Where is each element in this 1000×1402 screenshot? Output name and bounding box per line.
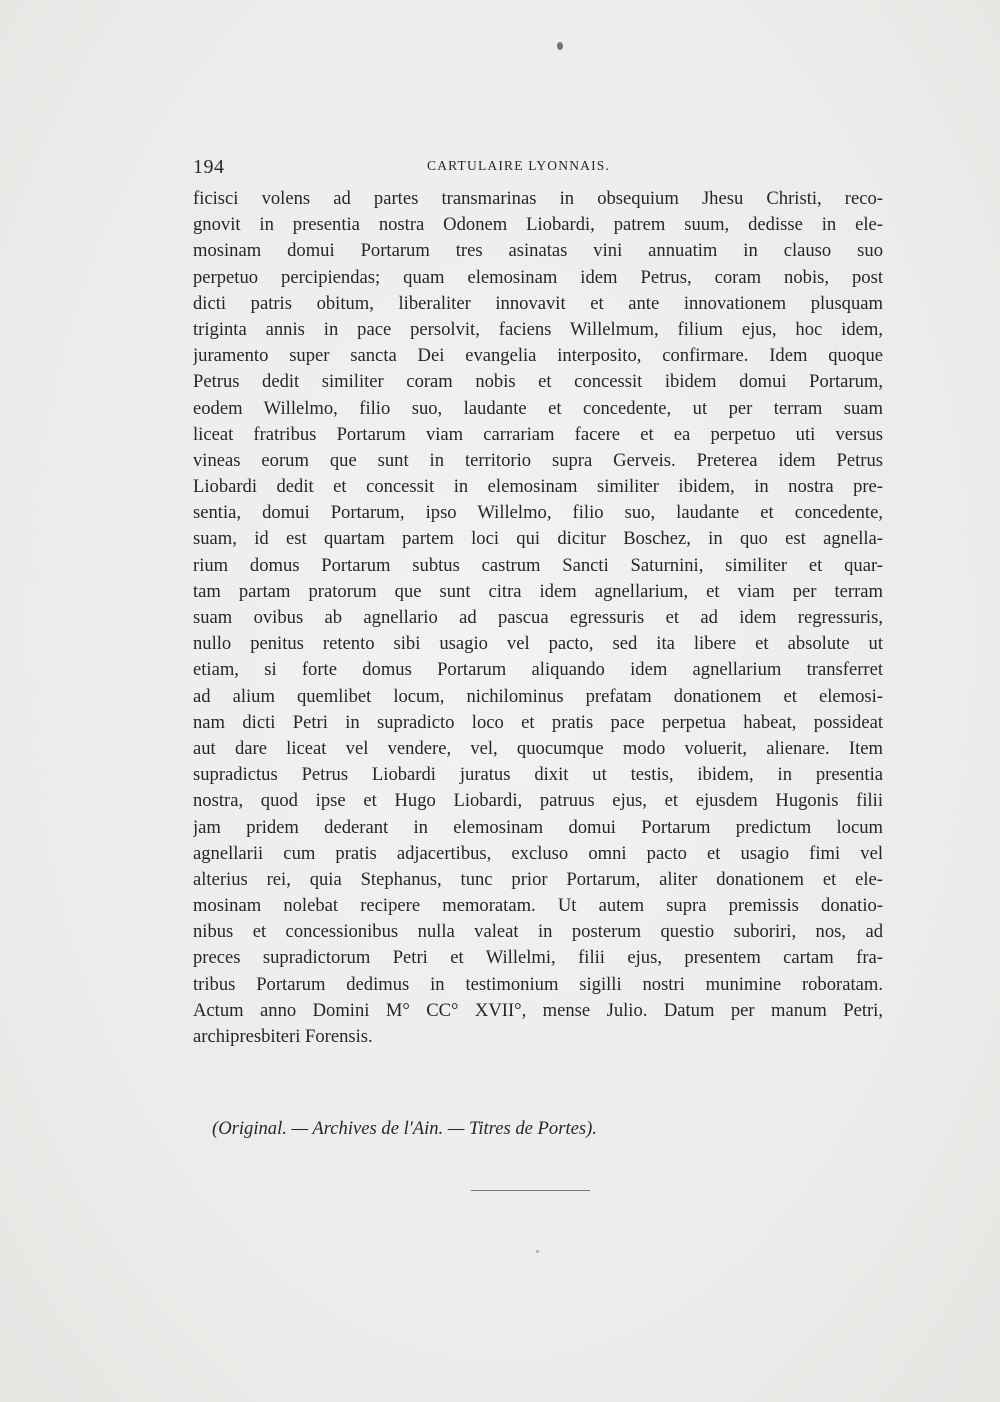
section-divider [471,1190,590,1191]
text-line: liceat fratribus Portarum viam carrariam facere et ea perpetuo uti versus [193,423,883,445]
ink-speck [557,42,563,50]
text-line: vineas eorum que sunt in territorio supra Gerveis. Preterea idem Petrus [193,449,883,471]
text-line: perpetuo percipiendas; quam elemosinam idem Petrus, coram nobis, post [193,266,883,288]
ink-speck-lower [536,1250,539,1253]
text-line: archipresbiteri Forensis. [193,1026,373,1047]
text-line: juramento super sancta Dei evangelia interposito, confirmare. Idem quoque [193,345,883,367]
text-line: tam partam pratorum que sunt citra idem agnellarium, et viam per terram [193,580,883,602]
source-citation: (Original. — Archives de l'Ain. — Titres de Portes). [212,1118,597,1139]
text-line: aut dare liceat vel vendere, vel, quocumque modo voluerit, alienare. Item [193,737,883,759]
text-line: eodem Willelmo, filio suo, laudante et concedente, ut per terram suam [193,397,883,419]
text-line: sentia, domui Portarum, ipso Willelmo, filio suo, laudante et concedente, [193,502,883,524]
text-line: triginta annis in pace persolvit, faciens Willelmum, filium ejus, hoc idem, [193,318,883,340]
text-line: ficisci volens ad partes transmarinas in obsequium Jhesu Christi, reco- [193,188,883,209]
text-line: alterius rei, quia Stephanus, tunc prior Portarum, aliter donationem et ele- [193,868,883,890]
text-line: nibus et concessionibus nulla valeat in posterum questio suboriri, nos, ad [193,921,883,943]
text-line: etiam, si forte domus Portarum aliquando idem agnellarium transferret [193,659,883,681]
text-line: nostra, quod ipse et Hugo Liobardi, patruus ejus, et ejusdem Hugonis filii [193,790,883,812]
text-line: nullo penitus retento sibi usagio vel pacto, sed ita libere et absolute ut [193,633,883,655]
text-line: Actum anno Domini M° CC° XVII°, mense Julio. Datum per manum Petri, [193,999,883,1021]
text-line: preces supradictorum Petri et Willelmi, filii ejus, presentem cartam fra- [193,947,883,969]
text-line: tribus Portarum dedimus in testimonium sigilli nostri munimine roboratam. [193,973,883,995]
running-title: CARTULAIRE LYONNAIS. [427,158,611,173]
text-line: gnovit in presentia nostra Odonem Liobardi, patrem suum, dedisse in ele- [193,214,883,236]
text-line: Liobardi dedit et concessit in elemosinam similiter ibidem, in nostra pre- [193,476,883,498]
text-line: suam, id est quartam partem loci qui dicitur Boschez, in quo est agnella- [193,528,883,550]
charter-text [193,186,883,1050]
text-line: jam pridem dederant in elemosinam domui Portarum predictum locum [193,816,883,838]
text-line: suam ovibus ab agnellario ad pascua egressuris et ad idem regressuris, [193,607,883,628]
text-line: mosinam nolebat recipere memoratam. Ut autem supra premissis donatio- [193,895,883,917]
text-line: Petrus dedit similiter coram nobis et concessit ibidem domui Portarum, [193,371,883,393]
text-line: dicti patris obitum, liberaliter innovavit et ante innovationem plusquam [193,292,883,314]
text-line: supradictus Petrus Liobardi juratus dixit ut testis, ibidem, in presentia [193,764,883,786]
running-head [193,156,893,180]
page-number: 194 [193,156,225,178]
text-line: ad alium quemlibet locum, nichilominus prefatam donationem et elemosi- [193,685,883,707]
text-line: agnellarii cum pratis adjacertibus, excluso omni pacto et usagio fimi vel [193,842,883,864]
text-line: rium domus Portarum subtus castrum Sancti Saturnini, similiter et quar- [193,554,883,576]
text-line: nam dicti Petri in supradicto loco et pratis pace perpetua habeat, possideat [193,711,883,733]
text-line: mosinam domui Portarum tres asinatas vini annuatim in clauso suo [193,240,883,262]
